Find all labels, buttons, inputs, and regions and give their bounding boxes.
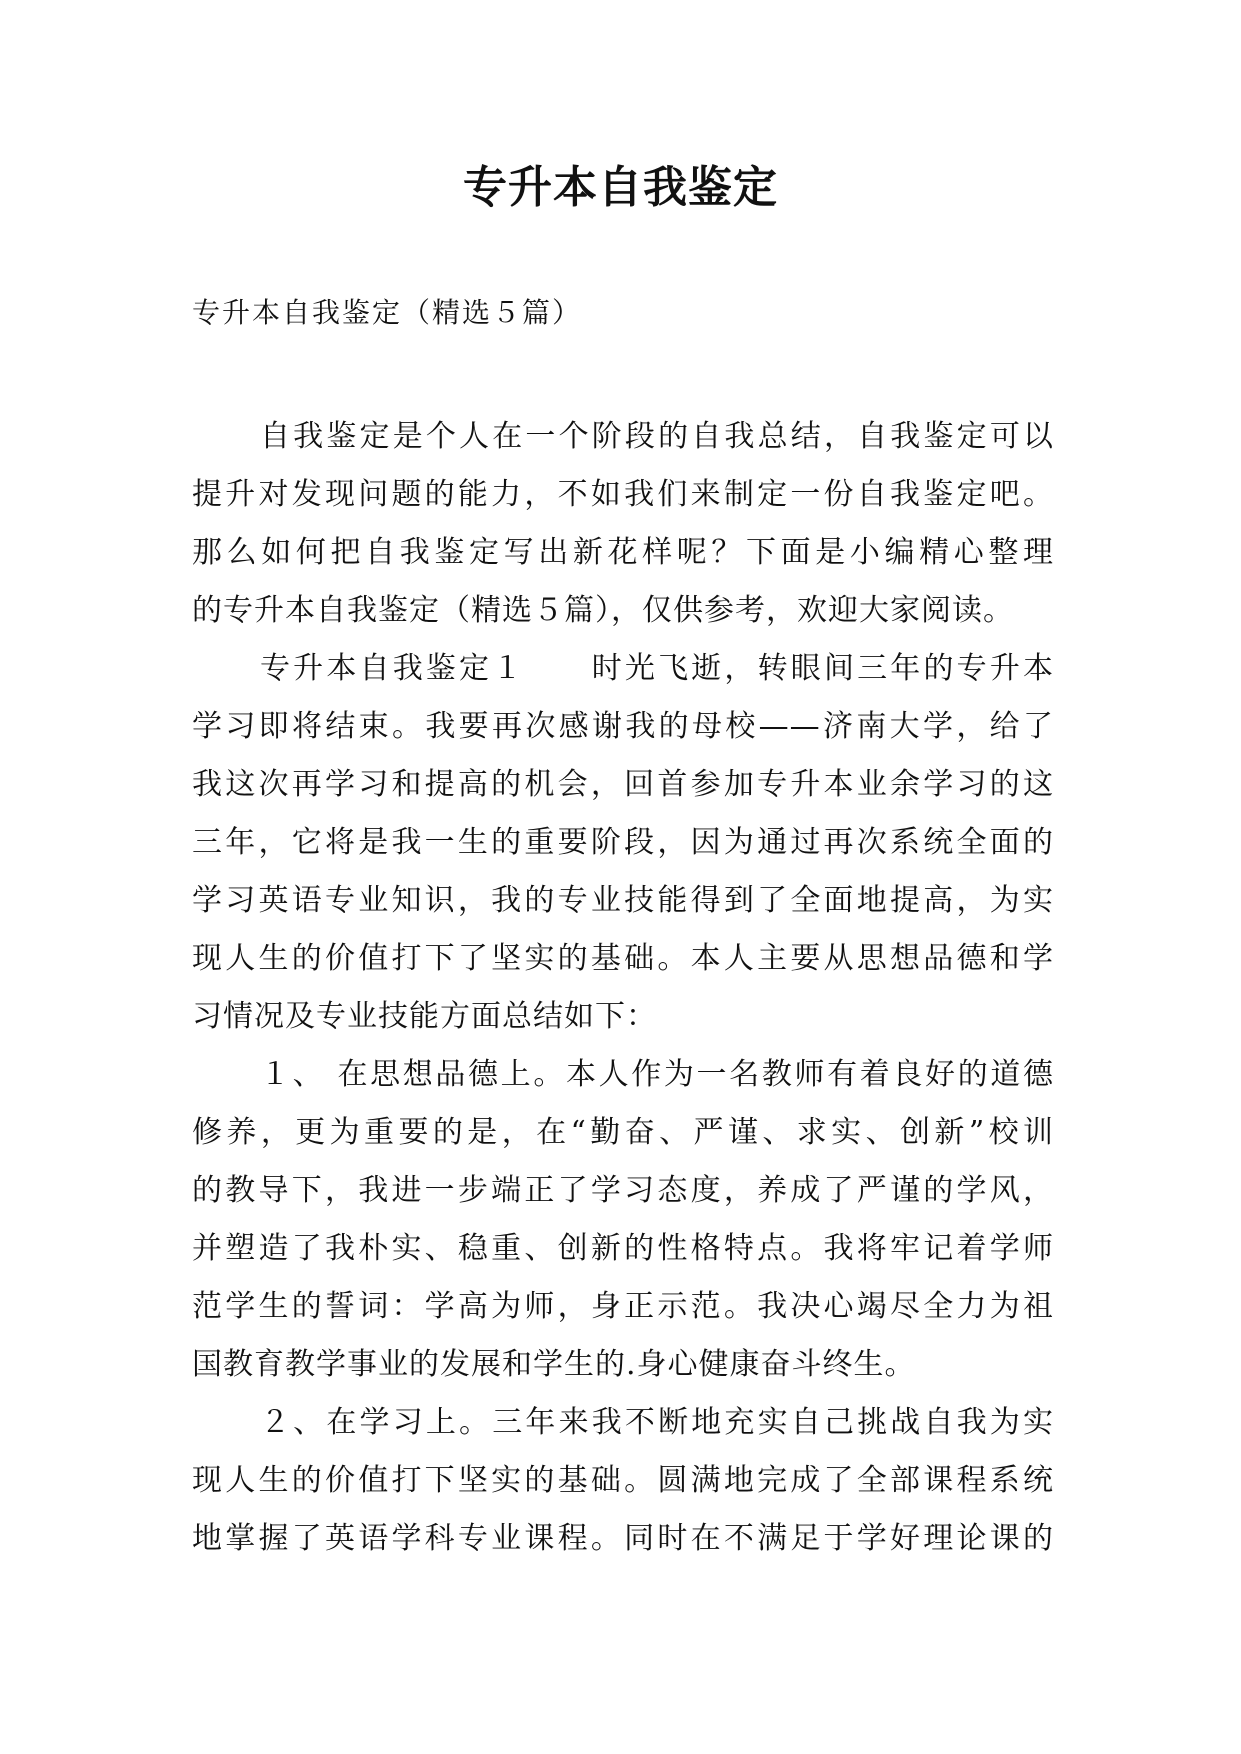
text-line: ２、在学习上。三年来我不断地充实自己挑战自我为实	[260, 1405, 1054, 1440]
text-line: 习情况及专业技能方面总结如下：	[192, 999, 657, 1034]
text-line: 现人生的价值打下了坚实的基础。本人主要从思想品德和学	[192, 941, 1054, 976]
document-title: 专升本自我鉴定	[463, 162, 778, 213]
text-line: 国教育教学事业的发展和学生的.身心健康奋斗终生。	[192, 1347, 916, 1382]
text-line: 的教导下，我进一步端正了学习态度，养成了严谨的学风，	[192, 1173, 1054, 1208]
text-line: 我这次再学习和提高的机会，回首参加专升本业余学习的这	[192, 767, 1054, 802]
text-line: 现人生的价值打下坚实的基础。圆满地完成了全部课程系统	[192, 1463, 1054, 1498]
text-line: 专升本自我鉴定１ 时光飞逝，转眼间三年的专升本	[260, 651, 1054, 686]
document-body	[192, 408, 1054, 1568]
text-line: 地掌握了英语学科专业课程。同时在不满足于学好理论课的	[192, 1521, 1054, 1556]
text-line: 修养，更为重要的是，在“勤奋、严谨、求实、创新”校训	[192, 1115, 1054, 1150]
text-line: １、 在思想品德上。本人作为一名教师有着良好的道德	[260, 1057, 1054, 1092]
text-line: 自我鉴定是个人在一个阶段的自我总结，自我鉴定可以	[260, 419, 1054, 454]
text-line: 并塑造了我朴实、稳重、创新的性格特点。我将牢记着学师	[192, 1231, 1054, 1266]
text-line: 三年，它将是我一生的重要阶段，因为通过再次系统全面的	[192, 825, 1054, 860]
document-subtitle: 专升本自我鉴定（精选５篇）	[192, 296, 583, 329]
text-line: 学习即将结束。我要再次感谢我的母校——济南大学，给了	[192, 709, 1054, 744]
text-line: 学习英语专业知识，我的专业技能得到了全面地提高，为实	[192, 883, 1054, 918]
text-line: 提升对发现问题的能力，不如我们来制定一份自我鉴定吧。	[192, 477, 1054, 512]
text-line: 的专升本自我鉴定（精选５篇），仅供参考，欢迎大家阅读。	[192, 593, 1014, 628]
text-line: 那么如何把自我鉴定写出新花样呢？下面是小编精心整理	[192, 535, 1054, 570]
text-line: 范学生的誓词：学高为师，身正示范。我决心竭尽全力为祖	[192, 1289, 1054, 1324]
